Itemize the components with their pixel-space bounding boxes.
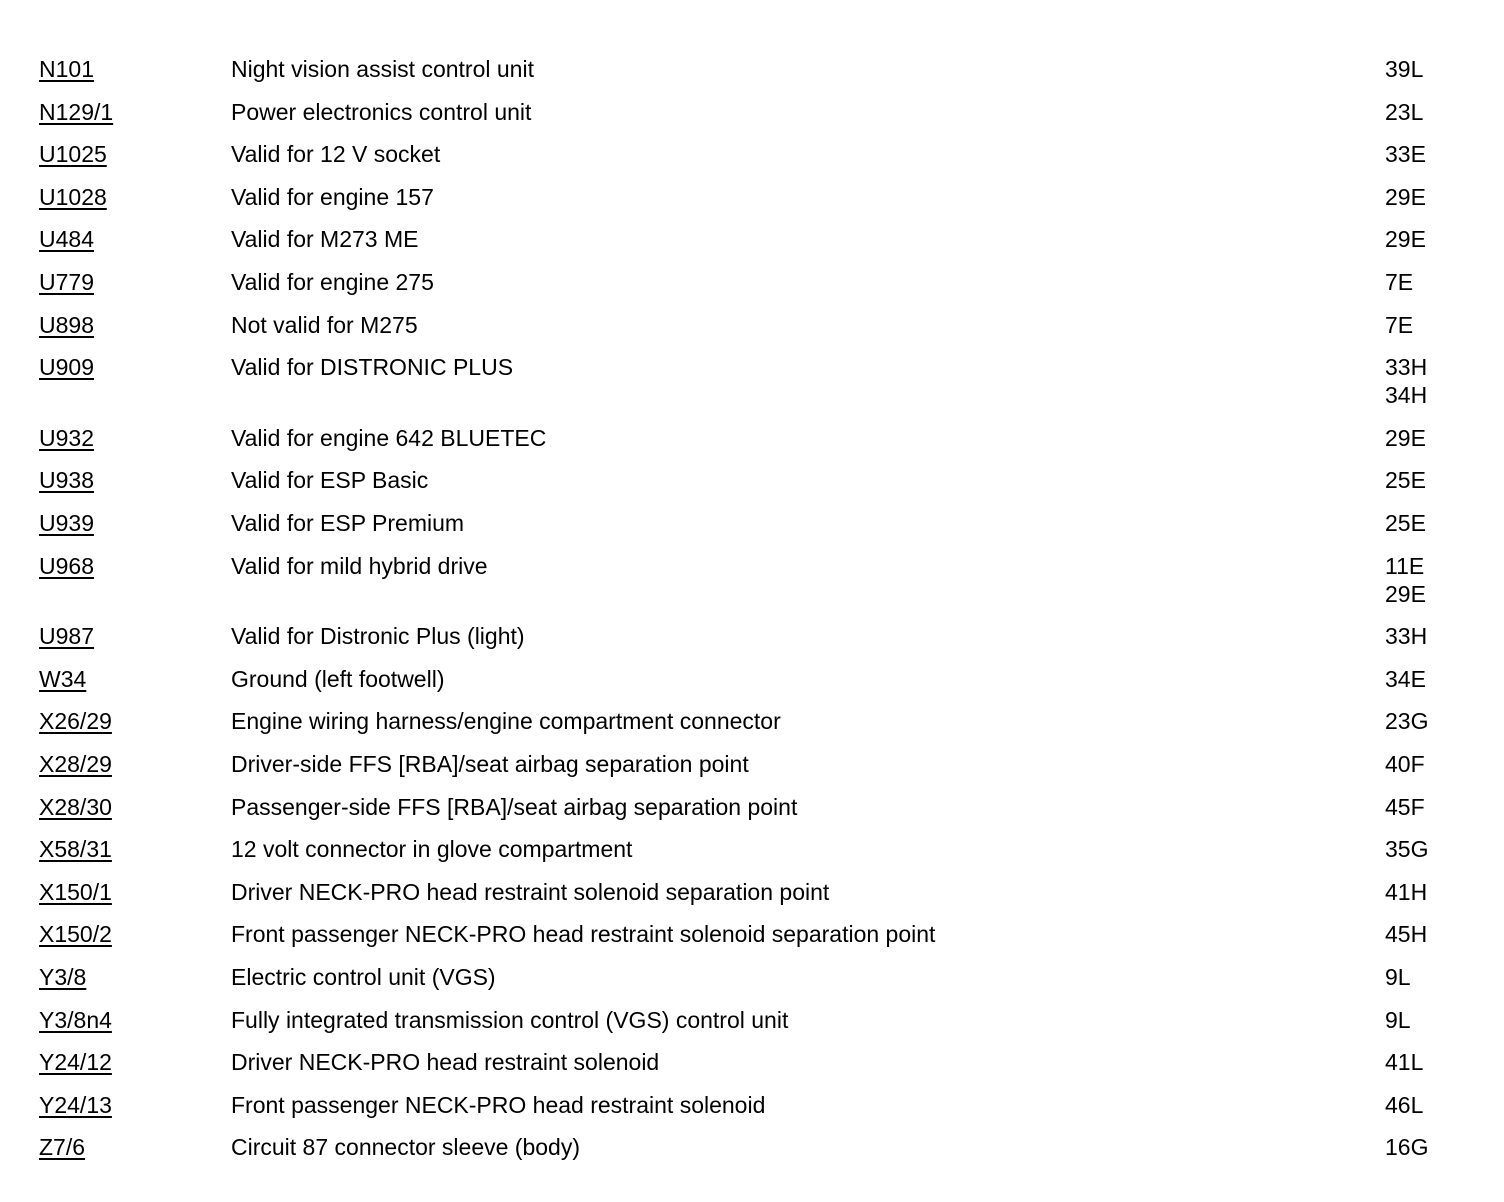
component-code-link[interactable]: Z7/6	[39, 1134, 86, 1161]
grid-location-list	[1385, 1133, 1428, 1161]
grid-location-list	[1385, 963, 1411, 991]
grid-location: 33E	[1385, 141, 1426, 168]
grid-location-list	[1385, 311, 1413, 339]
grid-location-list	[1385, 835, 1428, 863]
component-code-link[interactable]: U968	[39, 552, 94, 579]
grid-location: 29E	[1385, 424, 1426, 451]
grid-location: 25E	[1385, 467, 1426, 494]
component-description: Valid for engine 642 BLUETEC	[231, 424, 547, 451]
grid-location-list	[1385, 1048, 1423, 1076]
grid-location-list	[1385, 225, 1426, 253]
grid-location-list	[1385, 878, 1427, 906]
grid-location-list	[1385, 750, 1425, 778]
component-code-link[interactable]: Y24/12	[39, 1049, 112, 1076]
grid-location-list	[1385, 424, 1426, 452]
component-description: Valid for engine 157	[231, 183, 434, 210]
grid-location-list	[1385, 707, 1428, 735]
grid-location-list	[1385, 183, 1426, 211]
component-description: Driver-side FFS [RBA]/seat airbag separation point	[231, 751, 749, 777]
component-code-link[interactable]: U932	[39, 424, 94, 451]
grid-location-list	[1385, 1006, 1411, 1034]
grid-location: 33H	[1385, 623, 1428, 650]
component-code-link[interactable]: U1028	[39, 183, 107, 210]
component-description: Valid for 12 V socket	[231, 141, 441, 168]
grid-location-list	[1385, 98, 1423, 126]
component-code-link[interactable]: U987	[39, 623, 94, 650]
component-description: Valid for ESP Premium	[231, 510, 465, 536]
component-code-link[interactable]: X28/29	[39, 751, 112, 777]
grid-location: 45F	[1385, 793, 1425, 820]
component-description: Electric control unit (VGS)	[231, 964, 496, 990]
grid-location-list	[1385, 552, 1426, 608]
grid-location-list	[1385, 353, 1427, 409]
component-code-link[interactable]: X26/29	[39, 708, 112, 735]
component-description: Circuit 87 connector sleeve (body)	[231, 1134, 580, 1161]
grid-location: 35G	[1385, 836, 1429, 863]
component-code-link[interactable]: U939	[39, 510, 94, 536]
component-description: Driver NECK-PRO head restraint solenoid separation point	[231, 878, 830, 905]
grid-location-list	[1385, 55, 1423, 83]
component-description: Engine wiring harness/engine compartment connector	[231, 708, 781, 735]
component-code-link[interactable]: Y3/8n4	[39, 1006, 112, 1033]
component-code-link[interactable]: Y24/13	[39, 1091, 112, 1118]
component-description: Valid for M273 ME	[231, 226, 419, 253]
grid-location-list	[1385, 622, 1427, 650]
grid-location-list	[1385, 268, 1413, 296]
grid-location: 39L	[1385, 56, 1424, 82]
component-description: Driver NECK-PRO head restraint solenoid	[231, 1049, 660, 1076]
grid-location: 7E	[1385, 311, 1414, 338]
grid-location-list	[1385, 920, 1427, 948]
grid-location: 45H	[1385, 921, 1428, 948]
grid-location-list	[1385, 509, 1426, 537]
grid-location-list	[1385, 1091, 1423, 1119]
component-description: Front passenger NECK-PRO head restraint solenoid separation point	[231, 921, 936, 948]
grid-location-list	[1385, 793, 1425, 821]
grid-location: 9L	[1385, 1006, 1411, 1033]
component-code-link[interactable]: U909	[39, 354, 94, 381]
grid-location: 40F	[1385, 751, 1425, 777]
component-description: Valid for ESP Basic	[231, 467, 429, 494]
component-code-link[interactable]: U938	[39, 467, 94, 494]
component-description: Valid for mild hybrid drive	[231, 552, 488, 579]
component-description: Front passenger NECK-PRO head restraint solenoid	[231, 1091, 766, 1118]
component-description: Valid for Distronic Plus (light)	[231, 623, 525, 650]
component-description: Ground (left footwell)	[231, 665, 445, 692]
grid-location: 7E	[1385, 269, 1414, 295]
component-code-link[interactable]: N101	[39, 56, 94, 82]
grid-location-list	[1385, 665, 1426, 693]
grid-location: 29E	[1385, 226, 1426, 253]
grid-location: 9L	[1385, 964, 1411, 990]
grid-location: 46L	[1385, 1091, 1424, 1118]
component-description: Fully integrated transmission control (VGS) control unit	[231, 1006, 789, 1033]
component-description: Valid for DISTRONIC PLUS	[231, 354, 514, 381]
component-code-link[interactable]: W34	[39, 665, 87, 692]
grid-location: 29E	[1385, 183, 1426, 210]
grid-location: 34H	[1385, 382, 1428, 409]
grid-location-list	[1385, 466, 1426, 494]
component-code-link[interactable]: U484	[39, 226, 94, 253]
component-description: Passenger-side FFS [RBA]/seat airbag separation point	[231, 793, 798, 820]
grid-location: 11E	[1385, 552, 1425, 579]
component-description: Not valid for M275	[231, 311, 418, 338]
grid-location: 16G	[1385, 1134, 1429, 1161]
component-code-link[interactable]: X150/1	[39, 878, 112, 905]
component-code-link[interactable]: U1025	[39, 141, 107, 168]
grid-location: 34E	[1385, 665, 1426, 692]
grid-location: 29E	[1385, 580, 1426, 607]
grid-location: 25E	[1385, 510, 1426, 536]
component-code-link[interactable]: X28/30	[39, 793, 112, 820]
grid-location-list	[1385, 140, 1426, 168]
component-code-link[interactable]: N129/1	[39, 98, 114, 125]
component-code-link[interactable]: U898	[39, 311, 94, 338]
grid-location: 41H	[1385, 878, 1428, 905]
component-code-link[interactable]: X150/2	[39, 921, 112, 948]
grid-location: 23G	[1385, 708, 1429, 735]
grid-location: 33H	[1385, 354, 1428, 381]
component-description: Night vision assist control unit	[231, 56, 534, 82]
component-code-link[interactable]: Y3/8	[39, 964, 87, 990]
component-description: 12 volt connector in glove compartment	[231, 836, 633, 863]
component-description: Valid for engine 275	[231, 269, 434, 295]
component-code-link[interactable]: U779	[39, 269, 94, 295]
component-code-link[interactable]: X58/31	[39, 836, 112, 863]
grid-location: 23L	[1385, 98, 1424, 125]
component-description: Power electronics control unit	[231, 98, 532, 125]
grid-location: 41L	[1385, 1049, 1424, 1076]
